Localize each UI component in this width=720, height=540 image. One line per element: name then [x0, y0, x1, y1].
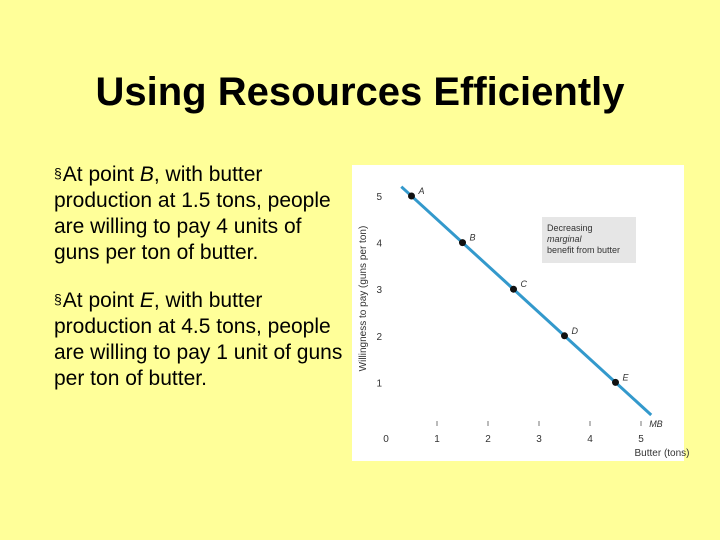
data-point	[561, 332, 568, 339]
y-tick-label: 1	[376, 378, 382, 390]
bullet-marker: §	[54, 291, 62, 307]
annotation-text: benefit from butter	[547, 245, 621, 255]
point-label: D	[571, 325, 578, 336]
bullet-text: , with butter production at 1.5 tons, people are willing to pay 4 units of guns per ton of butter.	[54, 163, 331, 264]
data-point	[510, 286, 517, 293]
bullet-point-e	[54, 286, 344, 392]
bullet-text: At point	[62, 289, 140, 312]
x-tick-label: 4	[587, 434, 593, 445]
x-tick-label: 1	[434, 434, 440, 445]
chart-svg	[352, 165, 690, 461]
marginal-benefit-chart	[352, 165, 690, 461]
bullet-point-letter: E	[139, 289, 154, 312]
x-axis-title: Butter (tons)	[634, 448, 690, 459]
x-tick-label: 0	[383, 434, 389, 445]
data-point	[459, 239, 466, 246]
y-axis-title: Willingness to pay (guns per ton)	[358, 225, 369, 372]
bullet-point-letter: B	[139, 163, 154, 186]
point-label: C	[520, 279, 527, 290]
data-point	[612, 379, 619, 386]
x-tick-label: 5	[638, 434, 644, 445]
annotation-text: marginal	[547, 234, 582, 244]
data-point	[408, 193, 415, 200]
y-tick-label: 2	[376, 331, 382, 343]
x-tick-label: 2	[485, 434, 491, 445]
bullet-text: , with butter production at 4.5 tons, people are willing to pay 1 unit of guns per ton of butter.	[54, 289, 343, 390]
point-label: E	[622, 372, 629, 383]
annotation-text: Decreasing	[547, 223, 593, 233]
bullet-marker: §	[54, 165, 62, 181]
x-tick-label: 3	[536, 434, 542, 445]
bullet-point-b	[54, 160, 344, 266]
bullet-list	[54, 160, 344, 412]
y-tick-label: 5	[376, 192, 382, 203]
point-label: B	[469, 232, 476, 243]
series-label: MB	[649, 419, 663, 430]
bullet-text: At point	[62, 163, 140, 186]
slide-title: Using Resources Efficiently	[95, 70, 625, 114]
point-label: A	[418, 186, 425, 196]
y-tick-label: 4	[376, 238, 382, 250]
y-tick-label: 3	[376, 285, 382, 297]
